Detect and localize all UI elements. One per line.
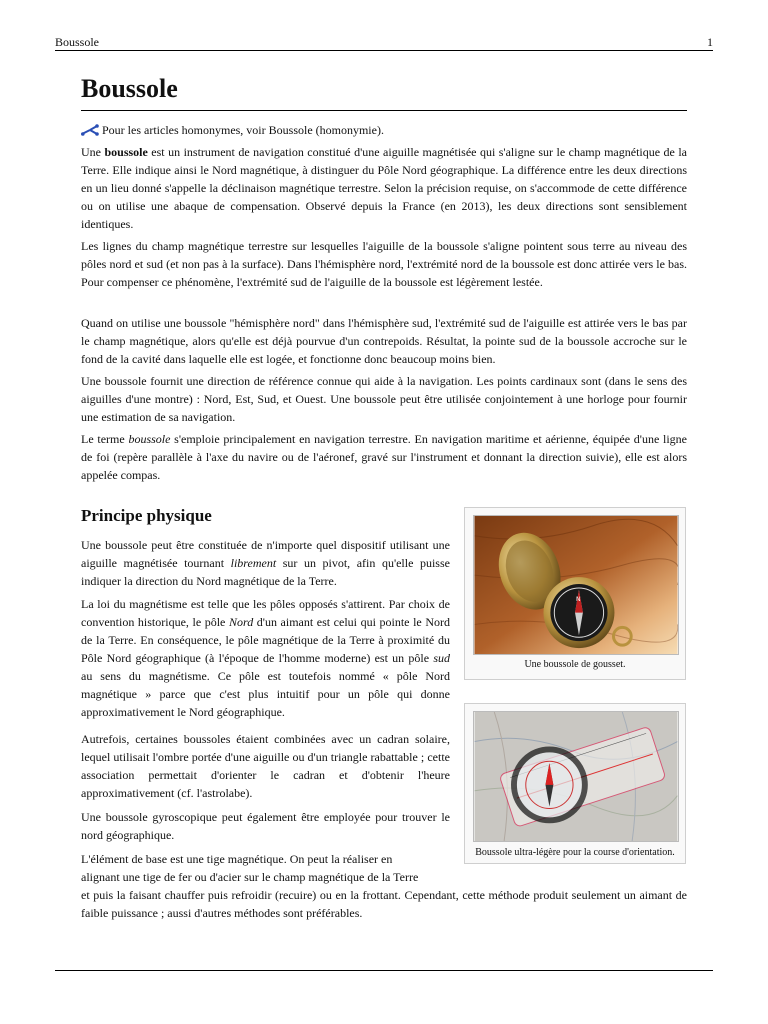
p5-after: s'emploie principalement en navigation terrestre. En navigation maritime et aérienne, équipée d'une ligne de foi (repère parallèle à l'axe du navire ou de l'aéronef, gravé sur l'instrument et donnant la direction suivie), elle est alors appelée compas. [81,432,687,482]
figure-caption-1: Une boussole de gousset. [524,659,626,670]
running-header [55,34,713,51]
figure-caption-2: Boussole ultra-légère pour la course d'orientation. [475,847,675,858]
s2-t1: La loi du magnétisme est telle que les pôles opposés s'attirent. Par choix de convention historique, le pôle [81,597,450,629]
section-paragraph-5-rest: et puis la faisant chauffer puis refroidir (recuire) ou en la frottant. Cependant, cette méthode produit seulement un aimant de faible puissance ; aussi d'autres méthodes sont préférables. [81,888,687,920]
s2-i2: sud [433,651,450,665]
s2-t3: au sens du magnétisme. Ce pôle est toutefois nommé « pôle Nord magnétique » parce que c'est plus intuitif pour un pôle qui donne approximativement le Nord géographique. [81,669,450,719]
intro-paragraph-4: Une boussole fournit une direction de référence connue qui aide à la navigation. Les points cardinaux sont (dans le sens des aiguilles d'une montre) : Nord, Est, Sud, et Ouest. Une boussole peut être utilisée conjointement à une horloge pour fournir une estimation de sa navigation. [81,374,687,424]
s2-t2: d'un aimant est celui qui pointe le Nord de la Terre. En conséquence, le pôle magnétique de la Terre à proximité du Pôle Nord géographique (à l'époque de l'homme moderne) est un pôle [81,615,450,665]
s1-before: Une boussole peut être constituée de n'importe quel dispositif utilisant une aiguille magnétisée tournant [81,538,450,570]
p5-italic-term: boussole [128,432,171,446]
pocket-compass-photo[interactable] [473,515,679,655]
p1-after: est un instrument de navigation constitué d'une aiguille magnétisée qui s'aligne sur le champ magnétique de la Terre. Elle indique ainsi le Nord magnétique, à distinguer du Pôle Nord géographique. La différence entre les deux directions en un lieu donné s'appelle la déclinaison magnétique terrestre. Selon la précision requise, on s'accommode de cette différence ou on utilise une abaque de compensation. Observé depuis la France (en 2013), les deux directions sont sensiblement identiques. [81,145,687,231]
intro-paragraph-2: Les lignes du champ magnétique terrestre sur lesquelles l'aiguille de la boussole s'aligne pointent sous terre au niveau des pôles nord et sud (et non pas à la surface). Dans l'hémisphère nord, l'extrémité nord de la boussole est donc attirée vers le bas. Pour compenser ce phénomène, l'extrémité sud de l'aiguille de la boussole est légèrement lestée. [81,239,687,289]
p5-before: Le terme [81,432,129,446]
s1-italic: librement [230,556,277,570]
p1-bold-term: boussole [104,145,148,159]
section-paragraph-4: Une boussole gyroscopique peut également être employée pour trouver le nord géographique. [81,810,450,842]
s5-line-2: alignant une tige de fer ou d'acier sur le champ magnétique de la Terre [81,870,419,884]
figure-orienteering-compass [464,703,686,864]
hatnote-text: Pour les articles homonymes, voir Boussole (homonymie). [102,123,384,137]
svg-text:N: N [576,596,581,603]
page-number: 1 [707,35,713,49]
section-paragraph-3: Autrefois, certaines boussoles étaient combinées avec un cadran solaire, lequel utilisait l'ombre portée d'une aiguille ou d'un triangle rabattable ; cette association permettait d'orienter le cadran et d'obtenir l'heure approximativement (cf. l'astrolabe). [81,732,450,800]
s2-i1: Nord [228,615,254,629]
orienteering-compass-photo[interactable] [473,711,679,842]
section-heading: Principe physique [81,506,212,525]
intro-paragraph-5 [81,430,687,484]
page-title: Boussole [81,72,687,111]
section-paragraph-1 [81,536,450,590]
s5-line-1: L'élément de base est une tige magnétique. On peut la réaliser en [81,852,393,866]
hatnote [81,121,687,141]
intro-paragraph-1 [81,143,687,233]
disambiguation-icon [81,123,99,141]
p1-before: Une [81,145,105,159]
footer-rule [55,970,713,971]
intro-paragraph-3: Quand on utilise une boussole "hémisphère nord" dans l'hémisphère sud, l'extrémité sud de l'aiguille est attirée vers le bas par le champ magnétique, alors qu'elle est déjà pourvue d'un contrepoids. Résultat, la pointe sud de la boussole accroche sur le fond de la cavité dans laquelle elle est logée, et fonctionne donc beaucoup moins bien. [81,316,687,366]
s1-after: sur un pivot, afin qu'elle puisse indiquer la direction du Nord magnétique de la Terre. [81,556,450,588]
section-paragraph-2 [81,595,450,721]
section-paragraph-5-start [81,850,450,886]
running-title: Boussole [55,35,100,49]
figure-pocket-compass [464,507,686,680]
